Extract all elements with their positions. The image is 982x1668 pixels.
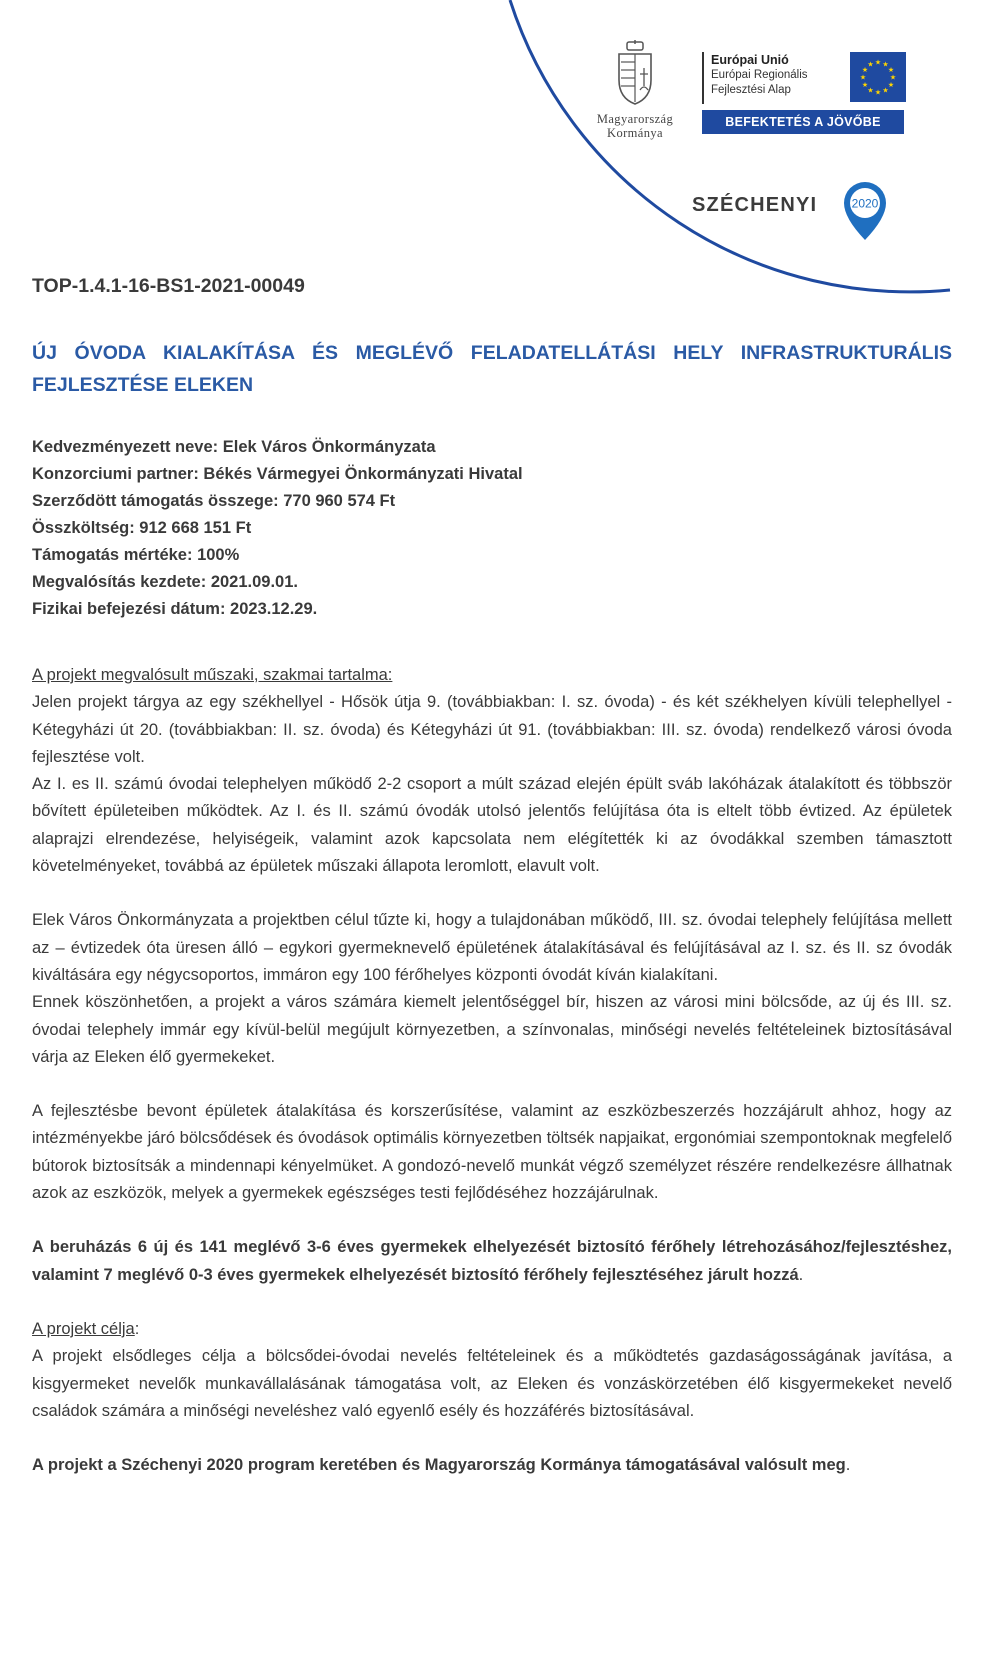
- eu-star-icon: ★: [889, 74, 897, 82]
- capacity-statement-end: .: [798, 1265, 804, 1284]
- eu-star-icon: ★: [859, 74, 867, 82]
- paragraph: Elek Város Önkormányzata a projektben célul tűzte ki, hogy a tulajdonában működő, III. sz. óvodai telephely felújítása mellett az – évtizedek óta üresen álló – egykori gyermeknevelő épületének átalakításával és felújításával az I. sz. és II. sz óvodák kiváltására egy négycsoportos, immáron egy 100 férőhelyes központi óvodát kíván kialakítani.: [32, 911, 952, 984]
- section-heading-goal: A projekt célja: [32, 1319, 135, 1338]
- eu-flag-icon: [850, 52, 906, 102]
- paragraph: A projekt elsődleges célja a bölcsődei-óvodai nevelés feltételeinek és a működtetés gazdaságosságának javítása, a kisgyermeket nevelők munkavállalásának támogatása volt, az Eleken és vonzáskörzetében élő kisgyermekeket nevelő családok számára a minőségi neveléshez való egyenlő esély és hozzáférés biztosításával.: [32, 1347, 952, 1420]
- paragraph: Az I. es II. számú óvodai telephelyen működő 2-2 csoport a múlt század elején épült sváb lakóházak átalakított és többször bővített épületeiben működtek. Az I. és II. számú óvodák utolsó jelentős felújítása óta is eltelt több évtized. Az épületek alaprajzi elrendezése, helyiségeik, valamint azok kapcsolata nem elégítették ki az óvodákkal szemben támasztott követelményeket, továbbá az épületek műszaki állapota leromlott, elavult volt.: [32, 775, 952, 876]
- hu-gov-line2: Kormánya: [607, 126, 663, 140]
- eu-star-icon: ★: [887, 82, 895, 89]
- paragraph: Jelen projekt tárgya az egy székhellyel - Hősök útja 9. (továbbiakban: I. sz. óvoda) - és két székhelyen kívüli telephellyel - Kétegyházi út 20. (továbbiakban: II. sz. óvoda) és Kétegyházi út 91. (továbbiakban: III. sz. óvoda) rendelkező városi óvoda fejlesztése volt.: [32, 693, 952, 766]
- eu-star-icon: ★: [887, 67, 895, 74]
- eu-star-icon: ★: [867, 61, 874, 69]
- project-id: TOP-1.4.1-16-BS1-2021-00049: [32, 275, 305, 297]
- eu-line1: Európai Unió: [711, 53, 789, 67]
- szechenyi-2020-logo: [692, 180, 892, 250]
- szechenyi-pin-text: 2020: [851, 196, 879, 211]
- info-support-rate: Támogatás mértéke: 100%: [32, 546, 240, 564]
- capacity-statement: [32, 1234, 952, 1289]
- eu-star-icon: ★: [861, 82, 869, 89]
- eu-star-icon: ★: [874, 59, 882, 67]
- szechenyi-text: SZÉCHENYI: [692, 194, 818, 216]
- paragraph: Ennek köszönhetően, a projekt a város számára kiemelt jelentőséggel bír, hiszen az városi mini bölcsőde, az új és III. sz. óvodai telephely immár egy kívül-belül megújult környezetben, a színvonalas, minőségi nevelés feltételeinek biztosításával várja az Eleken élő gyermekeket.: [32, 993, 952, 1066]
- hungary-government-name: [580, 112, 690, 140]
- info-contracted-support: Szerződött támogatás összege: 770 960 574 Ft: [32, 492, 396, 510]
- eu-star-icon: ★: [882, 61, 889, 69]
- eu-banner: BEFEKTETÉS A JÖVŐBE: [702, 110, 904, 134]
- info-beneficiary: Kedvezményezett neve: Elek Város Önkormányzata: [32, 438, 436, 456]
- eu-line2: Európai Regionális: [711, 69, 808, 81]
- coat-of-arms-icon: [613, 40, 657, 106]
- info-consortium-partner: Konzorciumi partner: Békés Vármegyei Önkormányzati Hivatal: [32, 465, 523, 483]
- eu-fund-logo: [702, 52, 904, 134]
- eu-text-block: [702, 52, 904, 104]
- closing-statement: [32, 1452, 952, 1479]
- paragraph: A fejlesztésbe bevont épületek átalakítása és korszerűsítése, valamint az eszközbeszerzés hozzájárult ahhoz, hogy az intézményekbe járó bölcsődések és óvodások optimális környezetben töltsék napjaikat, ergonómiai szempontoknak megfelelő bútorok biztosítsák a mindennapi kényelmüket. A gondozó-nevelő munkát végző személyzet részére rendelkezésre állhatnak azok az eszközök, melyek a gyermekek egészséges testi fejlődéséhez hozzájárulnak.: [32, 1102, 952, 1203]
- eu-star-icon: ★: [861, 67, 869, 74]
- eu-line3: Fejlesztési Alap: [711, 84, 791, 96]
- info-total-cost: Összköltség: 912 668 151 Ft: [32, 519, 252, 537]
- eu-star-icon: ★: [874, 89, 882, 97]
- closing-statement-text: A projekt a Széchenyi 2020 program keretében és Magyarország Kormánya támogatásával valósult meg: [32, 1456, 846, 1475]
- project-info: [32, 434, 952, 623]
- closing-statement-end: .: [845, 1456, 851, 1475]
- section-heading-goal-colon: :: [134, 1319, 140, 1338]
- capacity-statement-text: A beruházás 6 új és 141 meglévő 3-6 éves gyermekek elhelyezését biztosító férőhely létrehozásához/fejlesztéshez, valamint 7 meglévő 0-3 éves gyermekek elhelyezését biztosító férőhely fejlesztéséhez járult hozzá: [32, 1238, 952, 1284]
- info-start-date: Megvalósítás kezdete: 2021.09.01.: [32, 573, 298, 591]
- info-completion-date: Fizikai befejezési dátum: 2023.12.29.: [32, 600, 318, 618]
- map-pin-icon: [842, 180, 888, 242]
- eu-star-icon: ★: [867, 87, 874, 95]
- eu-star-icon: ★: [882, 87, 889, 95]
- hungary-government-logo: [580, 40, 690, 140]
- page-title: ÚJ ÓVODA KIALAKÍTÁSA ÉS MEGLÉVŐ FELADATELLÁTÁSI HELY INFRASTRUKTURÁLIS FEJLESZTÉSE ELEKEN: [32, 342, 952, 396]
- body-text: [32, 662, 952, 1479]
- section-heading-content: A projekt megvalósult műszaki, szakmai tartalma:: [32, 666, 393, 684]
- hu-gov-line1: Magyarország: [596, 112, 674, 126]
